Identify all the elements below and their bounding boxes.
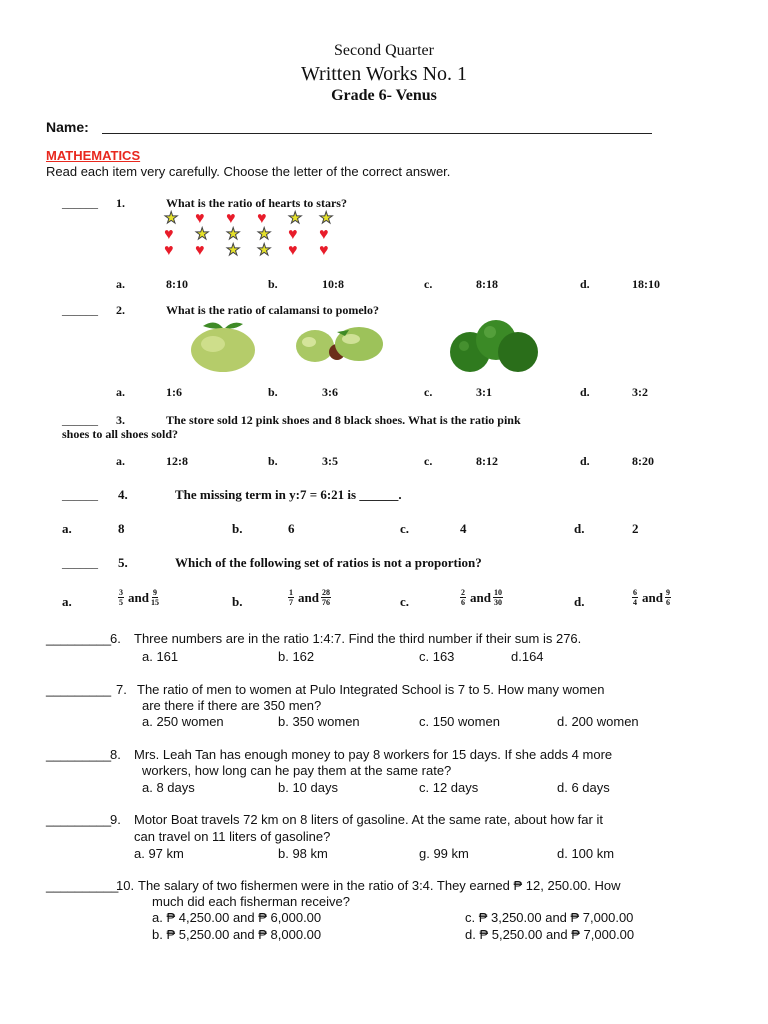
q2-option-c-letter: c.: [424, 385, 433, 399]
q3-option-b-letter: b.: [268, 454, 278, 468]
q4-option-c-letter: c.: [400, 521, 410, 536]
star-icon: ★: [257, 242, 272, 259]
question-text-6: Three numbers are in the ratio 1:4:7. Find the third number if their sum is 276.: [134, 631, 582, 646]
answer-blank-2[interactable]: ______: [62, 303, 98, 317]
q4-option-a-letter: a.: [62, 521, 72, 536]
q5-option-b[interactable]: [288, 588, 333, 607]
worksheet-title: Written Works No. 1: [300, 63, 468, 85]
q1-option-b-letter: b.: [268, 277, 278, 291]
and-word: and: [470, 589, 491, 605]
question-number-5: 5.: [118, 555, 128, 570]
q9-option-d[interactable]: d. 100 km: [557, 846, 615, 861]
q5-option-d-letter: d.: [574, 594, 585, 609]
q1-option-a[interactable]: 8:10: [166, 277, 188, 291]
answer-blank-7[interactable]: _________: [46, 682, 112, 697]
fraction: $\frac{3}{5}$: [119, 588, 123, 607]
fraction: $\frac{28}{76}$: [321, 588, 330, 607]
q7-option-a[interactable]: a. 250 women: [142, 714, 224, 729]
q3-option-c[interactable]: 8:12: [476, 454, 498, 468]
answer-blank-10[interactable]: __________: [46, 878, 119, 893]
q6-option-b[interactable]: b. 162: [278, 649, 315, 664]
q4-option-b-letter: b.: [232, 521, 243, 536]
question-number-9: 9.: [110, 812, 121, 827]
calamansi-image: [293, 322, 389, 366]
q5-option-b-letter: b.: [232, 594, 243, 609]
subject-heading: MATHEMATICS: [46, 148, 141, 163]
heart-icon: ♥: [288, 226, 298, 243]
heart-icon: ♥: [195, 242, 205, 259]
question-number-8: 8.: [110, 747, 121, 762]
heart-icon: ♥: [319, 226, 329, 243]
q3-option-a[interactable]: 12:8: [166, 454, 188, 468]
q7-option-b[interactable]: b. 350 women: [278, 714, 360, 729]
question-text-10-line2: much did each fisherman receive?: [152, 894, 350, 909]
question-text-10-line1: The salary of two fishermen were in the ratio of 3:4. They earned ₱ 12, 250.00. How: [138, 878, 621, 893]
q6-option-c[interactable]: c. 163: [419, 649, 455, 664]
question-text-2: What is the ratio of calamansi to pomelo?: [166, 303, 379, 317]
q9-option-a[interactable]: a. 97 km: [134, 846, 184, 861]
answer-blank-9[interactable]: _________: [46, 812, 112, 827]
question-text-8-line1: Mrs. Leah Tan has enough money to pay 8 workers for 15 days. If she adds 4 more: [134, 747, 613, 762]
q7-option-c[interactable]: c. 150 women: [419, 714, 500, 729]
question-text-7-line1: The ratio of men to women at Pulo Integrated School is 7 to 5. How many women: [137, 682, 605, 697]
q9-option-c[interactable]: g. 99 km: [419, 846, 469, 861]
question-number-6: 6.: [110, 631, 121, 646]
pomelo-image: [185, 318, 265, 374]
q5-option-c-letter: c.: [400, 594, 410, 609]
q2-option-d[interactable]: 3:2: [632, 385, 648, 399]
q5-option-a-letter: a.: [62, 594, 72, 609]
question-text-9-line1: Motor Boat travels 72 km on 8 liters of gasoline. At the same rate, about how far it: [134, 812, 603, 827]
question-number-2: 2.: [116, 303, 125, 317]
q6-option-d[interactable]: d.164: [511, 649, 544, 664]
q4-option-c[interactable]: 4: [460, 521, 467, 536]
instructions: Read each item very carefully. Choose the letter of the correct answer.: [46, 164, 451, 179]
q8-option-d[interactable]: d. 6 days: [557, 780, 610, 795]
question-text-5: Which of the following set of ratios is not a proportion?: [175, 555, 482, 570]
answer-blank-8[interactable]: _________: [46, 747, 112, 762]
calamansi-group-image: [446, 318, 542, 372]
fraction: $\frac{2}{6}$: [461, 588, 465, 607]
q3-option-b[interactable]: 3:5: [322, 454, 338, 468]
fraction: $\frac{10}{30}$: [493, 588, 502, 607]
q3-option-d[interactable]: 8:20: [632, 454, 654, 468]
answer-blank-6[interactable]: _________: [46, 631, 112, 646]
q2-option-a-letter: a.: [116, 385, 125, 399]
q8-option-c[interactable]: c. 12 days: [419, 780, 479, 795]
star-icon: ★: [226, 242, 241, 259]
question-text-9-line2: can travel on 11 liters of gasoline?: [134, 829, 331, 844]
star-icon: ★: [319, 210, 334, 227]
q4-option-d[interactable]: 2: [632, 521, 639, 536]
star-icon: ★: [195, 226, 210, 243]
q2-option-b-letter: b.: [268, 385, 278, 399]
heart-icon: ♥: [288, 242, 298, 259]
star-icon: ★: [164, 210, 179, 227]
heart-icon: ♥: [257, 210, 267, 227]
q1-option-c[interactable]: 8:18: [476, 277, 498, 291]
question-text-1: What is the ratio of hearts to stars?: [166, 196, 347, 210]
heart-icon: ♥: [319, 242, 329, 259]
heart-icon: ♥: [195, 210, 205, 227]
q5-option-a[interactable]: [118, 588, 161, 607]
q4-option-d-letter: d.: [574, 521, 585, 536]
q2-option-c[interactable]: 3:1: [476, 385, 492, 399]
question-text-7-line2: are there if there are 350 men?: [142, 698, 322, 713]
star-icon: ★: [226, 226, 241, 243]
q6-option-a[interactable]: a. 161: [142, 649, 179, 664]
answer-blank-5[interactable]: ______: [62, 556, 98, 570]
name-field-line[interactable]: [102, 133, 652, 134]
q1-option-c-letter: c.: [424, 277, 433, 291]
q7-option-d[interactable]: d. 200 women: [557, 714, 639, 729]
heart-icon: ♥: [164, 226, 174, 243]
grade-heading: Grade 6- Venus: [331, 87, 437, 104]
q3-option-d-letter: d.: [580, 454, 590, 468]
question-text-4: The missing term in y:7 = 6:21 is ______.: [175, 487, 402, 502]
question-text-3-line1: The store sold 12 pink shoes and 8 black shoes. What is the ratio pink: [166, 413, 521, 427]
q3-option-a-letter: a.: [116, 454, 125, 468]
answer-blank-4[interactable]: ______: [62, 488, 98, 502]
question-number-1: 1.: [116, 196, 125, 210]
and-word: and: [642, 589, 663, 605]
question-number-3: 3.: [116, 413, 125, 427]
fraction: $\frac{1}{7}$: [289, 588, 293, 607]
question-number-7: 7.: [116, 682, 127, 697]
q3-option-c-letter: c.: [424, 454, 433, 468]
question-text-3-line2: shoes to all shoes sold?: [62, 427, 179, 441]
q10-option-d[interactable]: d. ₱ 5,250.00 and ₱ 7,000.00: [465, 927, 635, 942]
q1-option-d-letter: d.: [580, 277, 590, 291]
fraction: $\frac{9}{6}$: [665, 588, 670, 607]
q10-option-b[interactable]: b. ₱ 5,250.00 and ₱ 8,000.00: [152, 927, 322, 942]
q5-option-d[interactable]: [632, 588, 673, 607]
q8-option-b[interactable]: b. 10 days: [278, 780, 338, 795]
and-word: and: [128, 589, 149, 605]
q2-option-b[interactable]: 3:6: [322, 385, 338, 399]
answer-blank-1[interactable]: ______: [62, 196, 98, 210]
star-icon: ★: [257, 226, 272, 243]
question-text-8-line2: workers, how long can he pay them at the same rate?: [142, 763, 452, 778]
q10-option-c[interactable]: c. ₱ 3,250.00 and ₱ 7,000.00: [465, 910, 634, 925]
q2-option-a[interactable]: 1:6: [166, 385, 182, 399]
star-icon: ★: [288, 210, 303, 227]
heart-icon: ♥: [226, 210, 236, 227]
question-number-10: 10.: [116, 878, 135, 893]
fraction: $\frac{9}{15}$: [150, 588, 159, 607]
q2-option-d-letter: d.: [580, 385, 590, 399]
q4-option-a[interactable]: 8: [118, 521, 125, 536]
answer-blank-3[interactable]: ______: [62, 413, 98, 427]
heart-icon: ♥: [164, 242, 174, 259]
q10-option-a[interactable]: a. ₱ 4,250.00 and ₱ 6,000.00: [152, 910, 322, 925]
q8-option-a[interactable]: a. 8 days: [142, 780, 195, 795]
fraction: $\frac{6}{4}$: [633, 588, 637, 607]
q9-option-b[interactable]: b. 98 km: [278, 846, 328, 861]
question-number-4: 4.: [118, 487, 128, 502]
q1-option-b[interactable]: 10:8: [322, 277, 344, 291]
and-word: and: [298, 589, 319, 605]
q5-option-c[interactable]: [460, 588, 505, 607]
name-label: Name:: [46, 119, 89, 135]
q1-option-a-letter: a.: [116, 277, 125, 291]
q4-option-b[interactable]: 6: [288, 521, 295, 536]
q1-option-d[interactable]: 18:10: [632, 277, 660, 291]
quarter-heading: Second Quarter: [334, 42, 434, 59]
